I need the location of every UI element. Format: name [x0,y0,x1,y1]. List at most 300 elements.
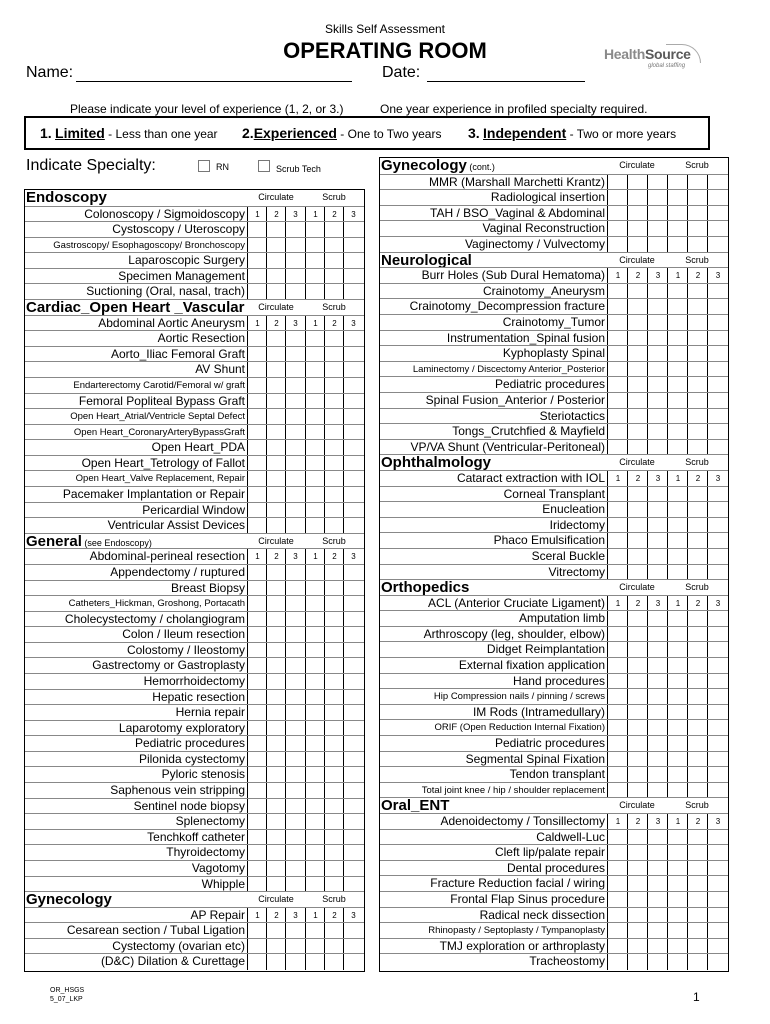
circulate-rating-cell[interactable] [285,425,305,441]
scrub-rating-cell[interactable] [687,533,708,549]
circulate-rating-cell[interactable] [285,378,305,394]
scrub-rating-cell[interactable] [707,424,728,440]
scrub-rating-cell[interactable] [343,658,363,674]
scrub-rating-cell[interactable] [343,347,363,363]
scrub-rating-cell[interactable] [687,221,708,237]
scrub-rating-cell[interactable] [343,518,363,534]
circulate-rating-cell[interactable] [647,705,668,721]
circulate-rating-cell[interactable] [627,689,648,705]
scrub-rating-cell[interactable] [324,487,344,503]
circulate-rating-cell[interactable] [647,876,668,892]
circulate-rating-cell[interactable] [266,643,286,659]
circulate-rating-cell[interactable]: 1 [247,207,267,223]
circulate-rating-cell[interactable] [247,721,267,737]
scrub-rating-cell[interactable]: 2 [687,471,708,487]
scrub-rating-cell[interactable] [324,253,344,269]
scrub-rating-cell[interactable] [707,175,728,191]
circulate-rating-cell[interactable] [285,362,305,378]
scrub-rating-cell[interactable] [707,923,728,939]
circulate-rating-cell[interactable] [285,269,305,285]
rn-checkbox[interactable] [198,160,210,172]
scrub-rating-cell[interactable]: 2 [324,316,344,332]
scrub-rating-cell[interactable] [343,222,363,238]
scrub-rating-cell[interactable] [343,471,363,487]
circulate-rating-cell[interactable]: 3 [285,207,305,223]
scrub-rating-cell[interactable] [687,783,708,799]
scrub-rating-cell[interactable] [305,658,325,674]
scrub-rating-cell[interactable] [305,394,325,410]
scrub-rating-cell[interactable] [707,377,728,393]
scrub-rating-cell[interactable] [305,612,325,628]
scrub-rating-cell[interactable] [305,238,325,254]
scrub-rating-cell[interactable] [343,830,363,846]
scrub-rating-cell[interactable] [667,533,688,549]
circulate-rating-cell[interactable] [247,705,267,721]
scrub-rating-cell[interactable] [324,939,344,955]
scrub-rating-cell[interactable] [707,892,728,908]
circulate-rating-cell[interactable] [247,269,267,285]
scrub-rating-cell[interactable] [707,830,728,846]
scrub-rating-cell[interactable] [324,690,344,706]
circulate-rating-cell[interactable] [627,892,648,908]
scrub-rating-cell[interactable] [667,923,688,939]
circulate-rating-cell[interactable] [647,206,668,222]
scrub-rating-cell[interactable] [707,206,728,222]
scrub-rating-cell[interactable] [667,642,688,658]
scrub-rating-cell[interactable] [687,487,708,503]
scrub-rating-cell[interactable] [687,720,708,736]
scrub-rating-cell[interactable] [324,362,344,378]
circulate-rating-cell[interactable] [247,923,267,939]
circulate-rating-cell[interactable] [607,861,628,877]
circulate-rating-cell[interactable] [647,939,668,955]
circulate-rating-cell[interactable] [285,767,305,783]
circulate-rating-cell[interactable] [627,331,648,347]
scrub-rating-cell[interactable] [687,175,708,191]
scrub-rating-cell[interactable]: 1 [305,207,325,223]
circulate-rating-cell[interactable] [607,346,628,362]
scrub-rating-cell[interactable] [343,690,363,706]
circulate-rating-cell[interactable] [627,565,648,581]
circulate-rating-cell[interactable] [627,611,648,627]
scrub-rating-cell[interactable] [707,518,728,534]
circulate-rating-cell[interactable] [627,736,648,752]
circulate-rating-cell[interactable] [647,658,668,674]
scrub-rating-cell[interactable] [707,861,728,877]
circulate-rating-cell[interactable] [647,237,668,253]
scrub-rating-cell[interactable] [667,440,688,456]
circulate-rating-cell[interactable] [647,409,668,425]
circulate-rating-cell[interactable] [627,845,648,861]
scrub-rating-cell[interactable] [707,845,728,861]
scrub-rating-cell[interactable] [687,705,708,721]
scrub-rating-cell[interactable] [305,581,325,597]
circulate-rating-cell[interactable] [266,269,286,285]
circulate-rating-cell[interactable] [647,720,668,736]
circulate-rating-cell[interactable] [607,533,628,549]
scrub-rating-cell[interactable] [707,284,728,300]
circulate-rating-cell[interactable] [647,767,668,783]
scrub-rating-cell[interactable] [707,299,728,315]
circulate-rating-cell[interactable] [647,284,668,300]
circulate-rating-cell[interactable] [627,315,648,331]
scrub-rating-cell[interactable] [667,299,688,315]
circulate-rating-cell[interactable] [607,175,628,191]
scrub-rating-cell[interactable] [324,954,344,970]
circulate-rating-cell[interactable] [607,315,628,331]
circulate-rating-cell[interactable] [607,658,628,674]
circulate-rating-cell[interactable] [247,861,267,877]
circulate-rating-cell[interactable] [647,221,668,237]
scrub-rating-cell[interactable] [707,939,728,955]
scrub-rating-cell[interactable] [324,378,344,394]
circulate-rating-cell[interactable] [647,502,668,518]
circulate-rating-cell[interactable] [266,721,286,737]
scrub-rating-cell[interactable] [707,689,728,705]
scrub-rating-cell[interactable]: 3 [707,596,728,612]
circulate-rating-cell[interactable] [266,799,286,815]
scrub-rating-cell[interactable] [667,720,688,736]
circulate-rating-cell[interactable] [607,752,628,768]
circulate-rating-cell[interactable] [647,642,668,658]
scrub-rating-cell[interactable] [324,721,344,737]
circulate-rating-cell[interactable]: 1 [247,316,267,332]
circulate-rating-cell[interactable] [285,471,305,487]
scrub-rating-cell[interactable] [324,627,344,643]
circulate-rating-cell[interactable] [247,425,267,441]
scrub-tech-checkbox[interactable] [258,160,270,172]
circulate-rating-cell[interactable] [647,674,668,690]
circulate-rating-cell[interactable] [647,315,668,331]
scrub-rating-cell[interactable] [305,861,325,877]
circulate-rating-cell[interactable] [627,705,648,721]
scrub-rating-cell[interactable] [687,939,708,955]
circulate-rating-cell[interactable] [247,752,267,768]
scrub-rating-cell[interactable] [324,471,344,487]
circulate-rating-cell[interactable] [266,331,286,347]
circulate-rating-cell[interactable] [285,721,305,737]
scrub-rating-cell[interactable]: 1 [305,549,325,565]
circulate-rating-cell[interactable]: 3 [285,908,305,924]
circulate-rating-cell[interactable] [627,923,648,939]
scrub-rating-cell[interactable] [324,409,344,425]
scrub-rating-cell[interactable] [667,752,688,768]
circulate-rating-cell[interactable] [607,362,628,378]
scrub-rating-cell[interactable] [667,658,688,674]
scrub-rating-cell[interactable] [687,627,708,643]
scrub-rating-cell[interactable] [343,362,363,378]
circulate-rating-cell[interactable] [247,612,267,628]
scrub-rating-cell[interactable] [324,752,344,768]
circulate-rating-cell[interactable] [607,689,628,705]
scrub-rating-cell[interactable] [687,861,708,877]
circulate-rating-cell[interactable] [266,362,286,378]
circulate-rating-cell[interactable] [607,892,628,908]
circulate-rating-cell[interactable] [627,175,648,191]
circulate-rating-cell[interactable] [266,861,286,877]
scrub-rating-cell[interactable] [343,503,363,519]
scrub-rating-cell[interactable] [305,518,325,534]
circulate-rating-cell[interactable] [285,253,305,269]
scrub-rating-cell[interactable] [324,767,344,783]
scrub-rating-cell[interactable] [667,736,688,752]
scrub-rating-cell[interactable] [324,440,344,456]
scrub-rating-cell[interactable] [305,845,325,861]
circulate-rating-cell[interactable] [627,409,648,425]
circulate-rating-cell[interactable] [285,814,305,830]
circulate-rating-cell[interactable] [266,347,286,363]
scrub-rating-cell[interactable] [324,518,344,534]
scrub-rating-cell[interactable] [324,923,344,939]
scrub-rating-cell[interactable] [343,269,363,285]
scrub-rating-cell[interactable] [707,752,728,768]
scrub-rating-cell[interactable] [707,908,728,924]
scrub-rating-cell[interactable]: 1 [667,471,688,487]
scrub-rating-cell[interactable] [343,752,363,768]
scrub-rating-cell[interactable] [667,939,688,955]
circulate-rating-cell[interactable] [627,908,648,924]
scrub-rating-cell[interactable] [707,362,728,378]
circulate-rating-cell[interactable]: 1 [607,268,628,284]
circulate-rating-cell[interactable] [627,939,648,955]
circulate-rating-cell[interactable] [247,954,267,970]
scrub-rating-cell[interactable]: 2 [687,268,708,284]
scrub-rating-cell[interactable] [343,612,363,628]
circulate-rating-cell[interactable] [266,440,286,456]
circulate-rating-cell[interactable] [627,783,648,799]
scrub-rating-cell[interactable] [343,736,363,752]
circulate-rating-cell[interactable] [627,954,648,970]
circulate-rating-cell[interactable] [607,424,628,440]
circulate-rating-cell[interactable] [647,954,668,970]
scrub-rating-cell[interactable] [687,377,708,393]
circulate-rating-cell[interactable] [647,362,668,378]
scrub-rating-cell[interactable]: 3 [343,316,363,332]
scrub-rating-cell[interactable] [667,206,688,222]
scrub-rating-cell[interactable] [687,206,708,222]
scrub-rating-cell[interactable] [707,487,728,503]
circulate-rating-cell[interactable]: 1 [247,908,267,924]
scrub-rating-cell[interactable] [324,674,344,690]
scrub-rating-cell[interactable] [343,845,363,861]
scrub-rating-cell[interactable] [305,565,325,581]
circulate-rating-cell[interactable] [627,830,648,846]
scrub-rating-cell[interactable] [324,799,344,815]
circulate-rating-cell[interactable] [607,830,628,846]
circulate-rating-cell[interactable] [285,222,305,238]
circulate-rating-cell[interactable] [607,221,628,237]
scrub-rating-cell[interactable] [305,331,325,347]
circulate-rating-cell[interactable] [607,845,628,861]
circulate-rating-cell[interactable] [266,954,286,970]
scrub-rating-cell[interactable] [667,393,688,409]
circulate-rating-cell[interactable] [285,783,305,799]
scrub-rating-cell[interactable] [707,221,728,237]
circulate-rating-cell[interactable] [285,456,305,472]
circulate-rating-cell[interactable] [607,377,628,393]
scrub-rating-cell[interactable] [667,315,688,331]
circulate-rating-cell[interactable] [607,908,628,924]
scrub-rating-cell[interactable] [687,565,708,581]
circulate-rating-cell[interactable] [285,503,305,519]
circulate-rating-cell[interactable] [247,331,267,347]
scrub-rating-cell[interactable] [324,284,344,300]
circulate-rating-cell[interactable] [285,736,305,752]
circulate-rating-cell[interactable] [247,814,267,830]
scrub-rating-cell[interactable] [707,611,728,627]
circulate-rating-cell[interactable]: 1 [247,549,267,565]
scrub-rating-cell[interactable] [707,705,728,721]
circulate-rating-cell[interactable] [647,518,668,534]
scrub-rating-cell[interactable] [305,923,325,939]
scrub-rating-cell[interactable] [687,549,708,565]
circulate-rating-cell[interactable] [266,752,286,768]
circulate-rating-cell[interactable] [627,190,648,206]
scrub-rating-cell[interactable] [305,269,325,285]
scrub-rating-cell[interactable] [707,876,728,892]
circulate-rating-cell[interactable] [647,533,668,549]
circulate-rating-cell[interactable] [607,565,628,581]
circulate-rating-cell[interactable] [247,222,267,238]
scrub-rating-cell[interactable] [343,425,363,441]
circulate-rating-cell[interactable] [647,565,668,581]
circulate-rating-cell[interactable] [247,643,267,659]
scrub-rating-cell[interactable] [707,627,728,643]
scrub-rating-cell[interactable] [324,861,344,877]
scrub-rating-cell[interactable] [305,752,325,768]
scrub-rating-cell[interactable] [324,845,344,861]
scrub-rating-cell[interactable] [305,814,325,830]
circulate-rating-cell[interactable] [247,830,267,846]
circulate-rating-cell[interactable] [266,596,286,612]
scrub-rating-cell[interactable] [687,315,708,331]
circulate-rating-cell[interactable] [627,393,648,409]
circulate-rating-cell[interactable] [607,611,628,627]
circulate-rating-cell[interactable] [627,518,648,534]
name-field[interactable] [76,81,352,82]
circulate-rating-cell[interactable] [647,611,668,627]
scrub-rating-cell[interactable] [305,767,325,783]
scrub-rating-cell[interactable] [343,705,363,721]
scrub-rating-cell[interactable] [687,908,708,924]
circulate-rating-cell[interactable] [266,487,286,503]
circulate-rating-cell[interactable] [285,284,305,300]
scrub-rating-cell[interactable] [667,876,688,892]
scrub-rating-cell[interactable] [305,456,325,472]
circulate-rating-cell[interactable] [627,752,648,768]
scrub-rating-cell[interactable] [667,331,688,347]
scrub-rating-cell[interactable] [305,721,325,737]
scrub-rating-cell[interactable] [667,845,688,861]
scrub-rating-cell[interactable] [324,347,344,363]
scrub-rating-cell[interactable] [667,237,688,253]
circulate-rating-cell[interactable] [285,409,305,425]
scrub-rating-cell[interactable] [707,642,728,658]
scrub-rating-cell[interactable] [667,190,688,206]
scrub-rating-cell[interactable] [324,222,344,238]
date-field[interactable] [427,81,585,82]
scrub-rating-cell[interactable] [305,690,325,706]
circulate-rating-cell[interactable] [285,565,305,581]
circulate-rating-cell[interactable]: 2 [627,814,648,830]
circulate-rating-cell[interactable] [647,346,668,362]
circulate-rating-cell[interactable] [607,876,628,892]
circulate-rating-cell[interactable] [247,690,267,706]
scrub-rating-cell[interactable] [343,923,363,939]
circulate-rating-cell[interactable]: 2 [266,549,286,565]
scrub-rating-cell[interactable] [687,923,708,939]
circulate-rating-cell[interactable] [266,238,286,254]
circulate-rating-cell[interactable] [285,861,305,877]
circulate-rating-cell[interactable]: 3 [285,549,305,565]
scrub-rating-cell[interactable] [667,861,688,877]
circulate-rating-cell[interactable] [627,221,648,237]
scrub-rating-cell[interactable] [343,799,363,815]
circulate-rating-cell[interactable] [266,471,286,487]
scrub-rating-cell[interactable] [667,627,688,643]
circulate-rating-cell[interactable] [266,394,286,410]
circulate-rating-cell[interactable] [607,440,628,456]
scrub-rating-cell[interactable]: 1 [667,596,688,612]
circulate-rating-cell[interactable] [285,830,305,846]
circulate-rating-cell[interactable] [247,362,267,378]
circulate-rating-cell[interactable] [607,954,628,970]
circulate-rating-cell[interactable] [266,378,286,394]
scrub-rating-cell[interactable] [687,331,708,347]
circulate-rating-cell[interactable]: 1 [607,471,628,487]
circulate-rating-cell[interactable] [285,596,305,612]
scrub-rating-cell[interactable]: 2 [687,596,708,612]
scrub-rating-cell[interactable] [687,518,708,534]
scrub-rating-cell[interactable] [305,347,325,363]
scrub-rating-cell[interactable] [687,190,708,206]
circulate-rating-cell[interactable] [247,581,267,597]
circulate-rating-cell[interactable] [647,299,668,315]
circulate-rating-cell[interactable] [266,565,286,581]
scrub-rating-cell[interactable] [305,783,325,799]
scrub-rating-cell[interactable] [305,253,325,269]
circulate-rating-cell[interactable] [627,346,648,362]
scrub-rating-cell[interactable] [324,814,344,830]
scrub-rating-cell[interactable] [667,424,688,440]
circulate-rating-cell[interactable] [266,612,286,628]
circulate-rating-cell[interactable] [627,440,648,456]
circulate-rating-cell[interactable] [247,409,267,425]
circulate-rating-cell[interactable] [647,424,668,440]
scrub-rating-cell[interactable] [343,394,363,410]
scrub-rating-cell[interactable]: 3 [343,207,363,223]
circulate-rating-cell[interactable] [607,939,628,955]
circulate-rating-cell[interactable] [607,393,628,409]
circulate-rating-cell[interactable]: 2 [627,268,648,284]
circulate-rating-cell[interactable] [627,627,648,643]
scrub-rating-cell[interactable]: 3 [343,549,363,565]
scrub-rating-cell[interactable] [324,643,344,659]
scrub-rating-cell[interactable] [343,877,363,893]
circulate-rating-cell[interactable] [627,377,648,393]
circulate-rating-cell[interactable] [247,503,267,519]
circulate-rating-cell[interactable] [247,565,267,581]
circulate-rating-cell[interactable] [627,284,648,300]
scrub-rating-cell[interactable] [305,674,325,690]
circulate-rating-cell[interactable] [247,284,267,300]
circulate-rating-cell[interactable] [285,487,305,503]
circulate-rating-cell[interactable] [266,736,286,752]
circulate-rating-cell[interactable] [285,347,305,363]
circulate-rating-cell[interactable] [266,253,286,269]
circulate-rating-cell[interactable] [627,658,648,674]
circulate-rating-cell[interactable] [607,736,628,752]
